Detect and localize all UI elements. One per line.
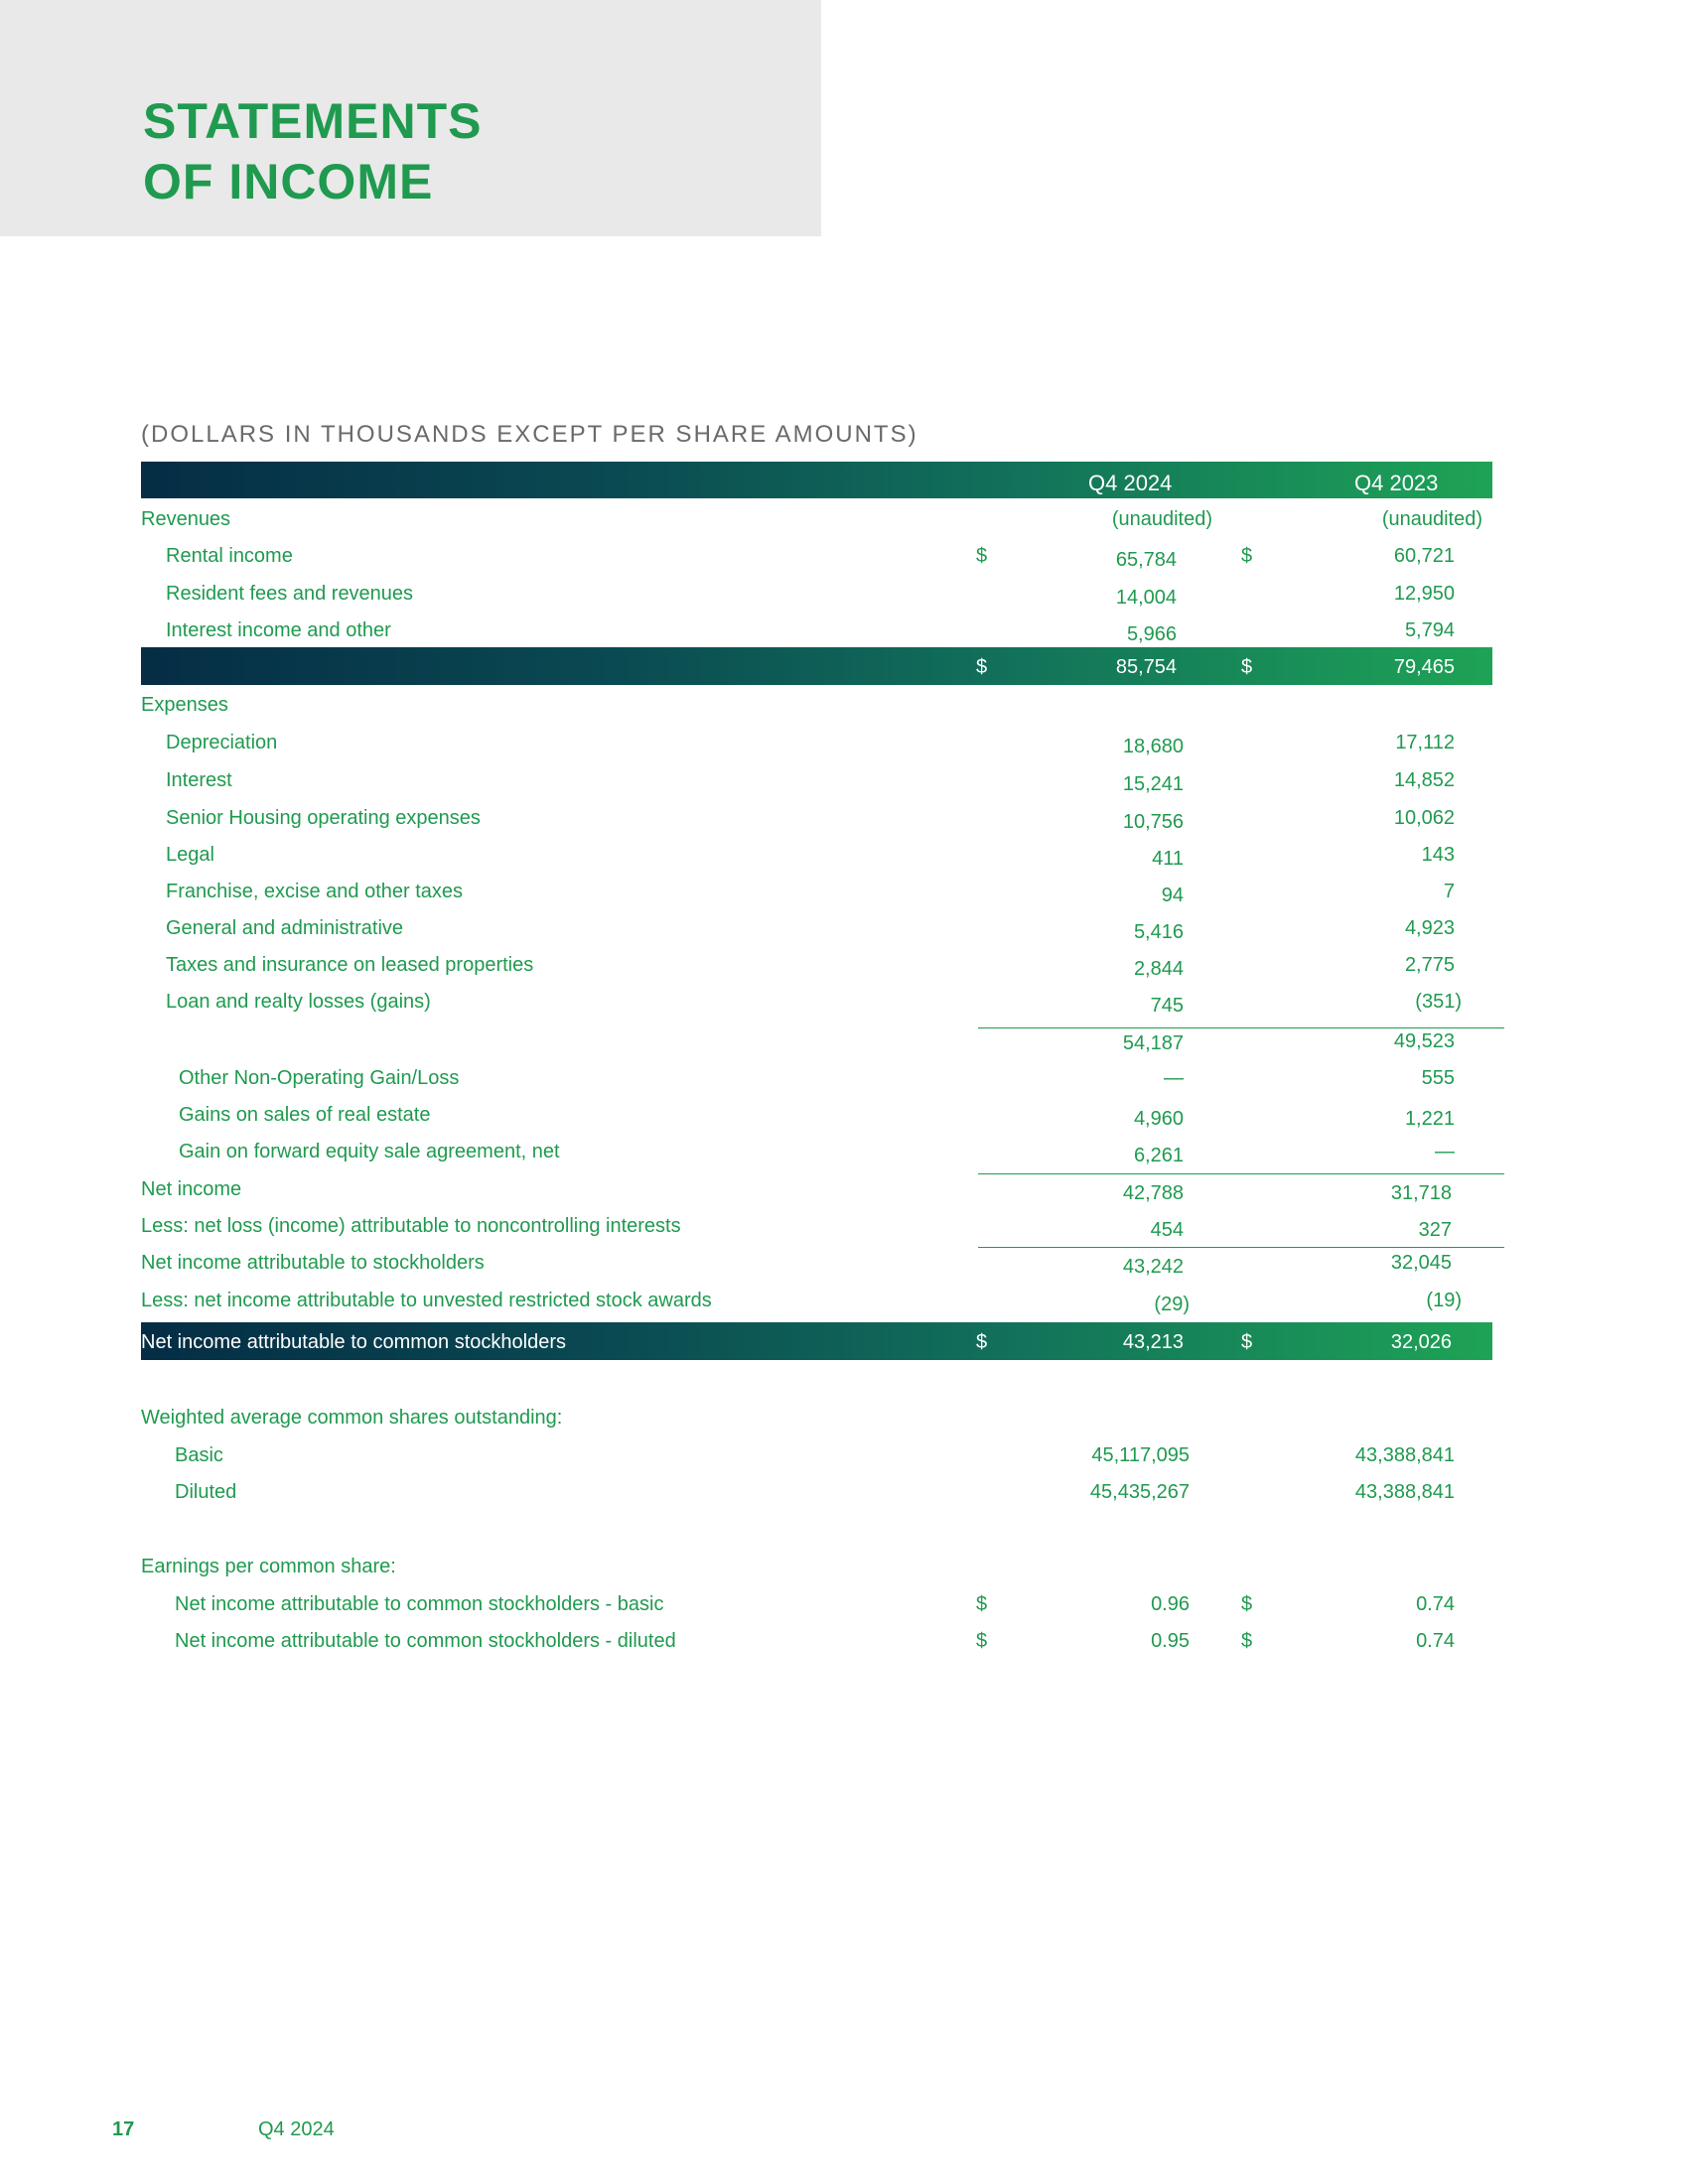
row-label: Gains on sales of real estate [179,1104,431,1126]
title-block [0,0,821,236]
table-row-revenues [0,503,1688,540]
value-q4-2024: 454 [1150,1219,1184,1241]
table-row-gain-forward [0,1136,1688,1172]
column-header-bar [141,462,1492,498]
row-label: Franchise, excise and other taxes [166,881,464,902]
table-row-rental-income [0,540,1688,577]
dollar-sign: $ [1241,1593,1253,1615]
value-q4-2024: 5,966 [1126,623,1177,645]
value-q4-2023: (351) [1415,991,1462,1013]
page-title-line-2: OF INCOME [143,154,434,209]
row-label: Taxes and insurance on leased properties [166,954,534,976]
row-label: Basic [175,1444,223,1466]
value-q4-2023: 143 [1421,844,1455,866]
value-q4-2023: 14,852 [1393,769,1455,791]
value-q4-2024: 15,241 [1122,773,1184,795]
unaudited-label-q4-2024: (unaudited) [1111,508,1212,530]
table-row-diluted-shares [0,1476,1688,1513]
value-q4-2023: 31,718 [1390,1182,1452,1204]
row-label: Net income attributable to stockholders [141,1252,485,1274]
value-q4-2024: 0.95 [1151,1630,1190,1652]
column-header-q4-2023: Q4 2023 [1354,471,1439,495]
dollar-sign: $ [976,656,988,678]
table-row-interest [0,764,1688,801]
dollar-sign: $ [976,1331,988,1353]
row-label: Diluted [175,1481,237,1503]
row-label: Expenses [141,694,228,716]
value-q4-2024: 18,680 [1122,736,1184,757]
value-q4-2023: 79,465 [1393,656,1455,678]
table-row-less-unvested [0,1285,1688,1321]
row-label: Weighted average common shares outstanding: [141,1407,563,1429]
row-label: Depreciation [166,732,278,753]
value-q4-2024: 4,960 [1133,1108,1184,1130]
value-q4-2024: 65,784 [1115,549,1177,571]
value-q4-2024: 54,187 [1122,1032,1184,1054]
value-q4-2023: (19) [1426,1290,1462,1311]
dollar-sign: $ [1241,1331,1253,1353]
table-row-depreciation [0,727,1688,763]
value-q4-2023: 327 [1418,1219,1452,1241]
table-row-ni-stockholders [0,1247,1688,1284]
footer-period: Q4 2024 [258,2118,335,2140]
unaudited-label-q4-2023: (unaudited) [1381,508,1482,530]
value-q4-2024: 6,261 [1133,1145,1184,1166]
value-q4-2024: 14,004 [1115,587,1177,609]
value-q4-2023: 555 [1421,1067,1455,1089]
table-row-franchise [0,876,1688,912]
table-row-total-expenses [0,1025,1688,1062]
row-label: Net income attributable to common stockholders - diluted [175,1630,676,1652]
table-row-loan-realty [0,986,1688,1023]
value-q4-2024: (29) [1154,1294,1190,1315]
table-row-total-revenues [0,651,1688,688]
row-label: Other Non-Operating Gain/Loss [179,1067,460,1089]
value-q4-2024: 43,242 [1122,1256,1184,1278]
row-label: Interest [166,769,232,791]
table-row-eps-diluted [0,1625,1688,1662]
dollar-sign: $ [976,545,988,567]
value-q4-2024: 2,844 [1133,958,1184,980]
row-label: Less: net income attributable to unvested restricted stock awards [141,1290,712,1311]
value-q4-2023: 2,775 [1404,954,1455,976]
row-label: Rental income [166,545,293,567]
value-q4-2023: 49,523 [1393,1030,1455,1052]
row-label: Net income [141,1178,242,1200]
table-row-resident-fees [0,578,1688,614]
dollar-sign: $ [976,1630,988,1652]
value-q4-2023: — [1435,1141,1455,1162]
value-q4-2023: 0.74 [1416,1593,1455,1615]
value-q4-2023: 10,062 [1393,807,1455,829]
column-header-q4-2024: Q4 2024 [1088,471,1173,495]
value-q4-2024: 43,213 [1122,1331,1184,1353]
value-q4-2024: 10,756 [1122,811,1184,833]
row-label: Interest income and other [166,619,391,641]
value-q4-2023: 60,721 [1393,545,1455,567]
value-q4-2024: 5,416 [1133,921,1184,943]
table-row-gains-sales [0,1099,1688,1136]
row-label: Less: net loss (income) attributable to noncontrolling interests [141,1215,681,1237]
table-row-senior-housing [0,802,1688,839]
value-q4-2023: 5,794 [1404,619,1455,641]
table-row-interest-income [0,614,1688,651]
row-label: Net income attributable to common stockholders - basic [175,1593,664,1615]
value-q4-2023: 32,045 [1390,1252,1452,1274]
table-subtitle: (DOLLARS IN THOUSANDS EXCEPT PER SHARE AMOUNTS) [141,421,918,448]
row-label: Revenues [141,508,231,530]
table-row-taxes-insurance [0,949,1688,986]
table-row-basic-shares [0,1439,1688,1476]
page-title-line-1: STATEMENTS [143,93,483,149]
value-q4-2023: 32,026 [1390,1331,1452,1353]
table-row-ni-common [0,1326,1688,1363]
row-label: Senior Housing operating expenses [166,807,481,829]
value-q4-2023: 1,221 [1404,1108,1455,1130]
table-row-less-noncontrolling [0,1210,1688,1247]
row-label: Loan and realty losses (gains) [166,991,431,1013]
table-row-other-non-operating [0,1062,1688,1099]
value-q4-2024: 0.96 [1151,1593,1190,1615]
value-q4-2024: 745 [1150,995,1184,1017]
value-q4-2024: 94 [1161,885,1184,906]
dollar-sign: $ [1241,545,1253,567]
table-row-expenses [0,689,1688,726]
value-q4-2024: 42,788 [1122,1182,1184,1204]
value-q4-2024: 411 [1152,848,1184,870]
value-q4-2023: 12,950 [1393,583,1455,605]
row-label: Gain on forward equity sale agreement, net [179,1141,560,1162]
row-label: Legal [166,844,214,866]
value-q4-2024: — [1164,1067,1184,1089]
value-q4-2023: 43,388,841 [1354,1481,1455,1503]
value-q4-2024: 85,754 [1115,656,1177,678]
table-row-eps-basic [0,1588,1688,1625]
table-row-general-admin [0,912,1688,949]
value-q4-2023: 4,923 [1404,917,1455,939]
page-number: 17 [112,2118,135,2140]
value-q4-2024: 45,435,267 [1089,1481,1190,1503]
dollar-sign: $ [1241,1630,1253,1652]
dollar-sign: $ [1241,656,1253,678]
row-label: Resident fees and revenues [166,583,414,605]
row-label: Earnings per common share: [141,1556,396,1577]
value-q4-2023: 7 [1443,881,1455,902]
value-q4-2023: 0.74 [1416,1630,1455,1652]
table-row-eps-header [0,1551,1688,1587]
value-q4-2024: 45,117,095 [1091,1444,1190,1466]
table-row-legal [0,839,1688,876]
row-label: General and administrative [166,917,404,939]
row-label: Net income attributable to common stockholders [141,1331,566,1353]
value-q4-2023: 43,388,841 [1354,1444,1455,1466]
table-row-net-income [0,1173,1688,1210]
dollar-sign: $ [976,1593,988,1615]
value-q4-2023: 17,112 [1395,732,1455,753]
table-row-weighted-header [0,1402,1688,1438]
